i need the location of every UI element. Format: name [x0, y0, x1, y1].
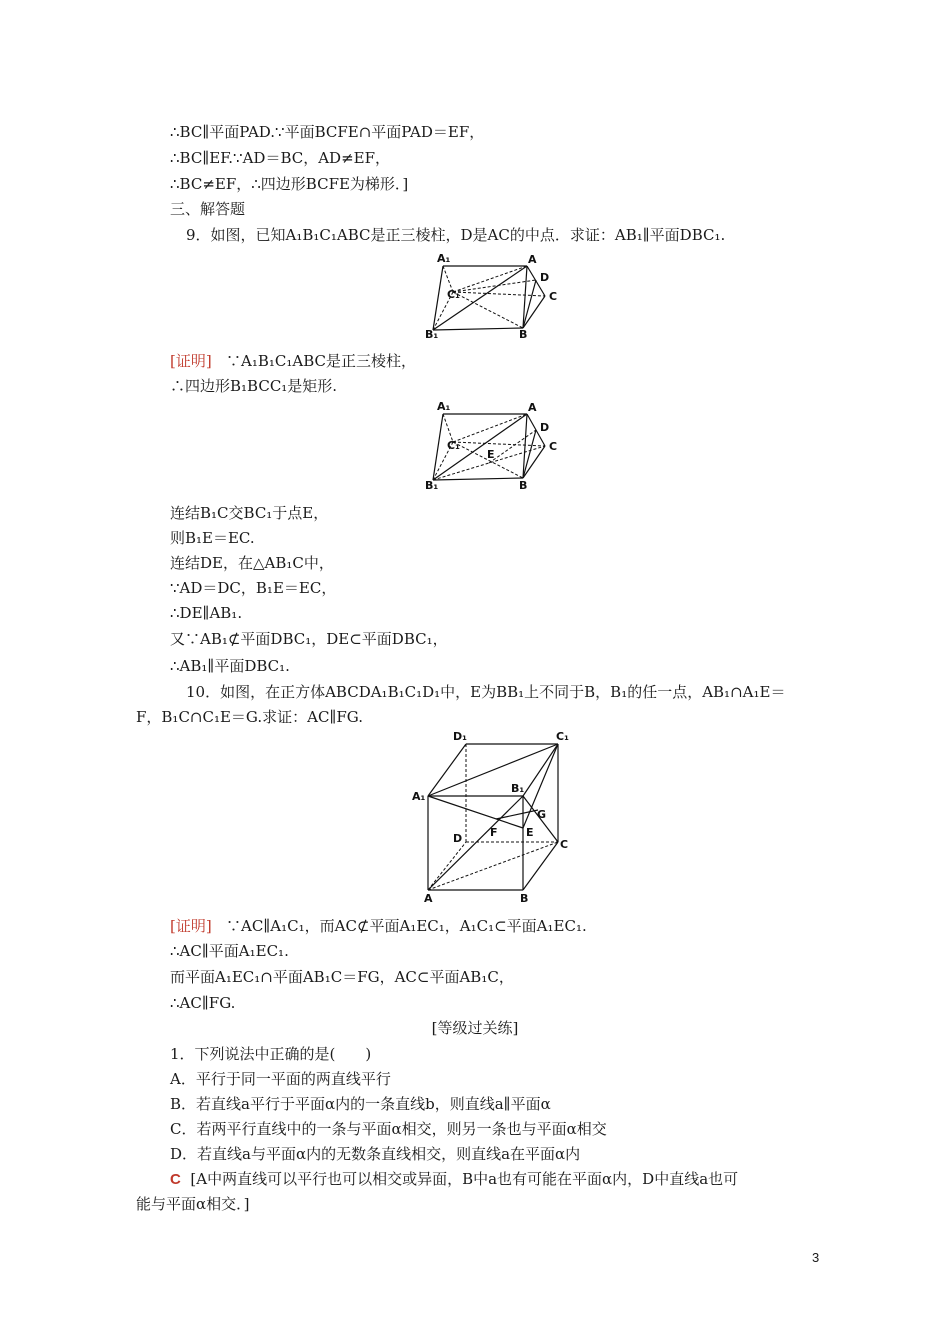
label-B: B	[520, 892, 529, 905]
label-E: E	[487, 448, 495, 461]
label-A: A	[528, 401, 537, 414]
label-B: B	[519, 328, 528, 341]
proof-tag: [证明]	[170, 352, 212, 370]
question-9: 9．如图，已知A₁B₁C₁ABC是正三棱柱，D是AC的中点．求证：AB₁∥平面DBC₁.	[186, 226, 726, 244]
label-E: E	[526, 826, 534, 839]
label-C1: C₁	[447, 288, 460, 301]
text-line: 则B₁E＝EC.	[170, 529, 255, 547]
label-C: C	[549, 440, 558, 453]
page-number: 3	[812, 1250, 820, 1265]
answer-line	[170, 1169, 738, 1190]
label-G: G	[537, 808, 547, 821]
proof-9-start	[170, 351, 416, 371]
label-D: D	[453, 832, 463, 845]
label-A1: A₁	[437, 400, 451, 413]
cube-figure	[410, 730, 580, 909]
label-B1: B₁	[511, 782, 525, 795]
prism-figure-1	[415, 252, 565, 346]
label-D1: D₁	[453, 730, 467, 743]
text-line: ∴AC∥FG.	[170, 994, 236, 1012]
text-line: 连结DE，在△AB₁C中，	[170, 554, 334, 572]
proof-tag: [证明]	[170, 917, 212, 935]
text-line: ∵AC∥A₁C₁，而AC⊄平面A₁EC₁，A₁C₁⊂平面A₁EC₁.	[226, 917, 587, 935]
label-B1: B₁	[425, 479, 439, 492]
text-line: ∴BC≠EF，∴四边形BCFE为梯形．]	[170, 175, 409, 193]
text-line: 而平面A₁EC₁∩平面AB₁C＝FG，AC⊂平面AB₁C，	[170, 968, 514, 986]
mc-option-c: C．若两平行直线中的一条与平面α相交，则另一条也与平面α相交	[170, 1120, 607, 1138]
question-10-cont: F，B₁C∩C₁E＝G.求证：AC∥FG.	[136, 708, 364, 726]
text-line: ∴DE∥AB₁.	[170, 604, 243, 622]
text-line: ∴四边形B₁BCC₁是矩形.	[170, 377, 338, 395]
label-C1: C₁	[447, 439, 460, 452]
text-line: ∴AB₁∥平面DBC₁.	[170, 657, 290, 675]
mc-option-d: D．若直线a与平面α内的无数条直线相交，则直线a在平面α内	[170, 1145, 581, 1163]
answer-text: [A中两直线可以平行也可以相交或异面，B中a也有可能在平面α内，D中直线a也可	[190, 1170, 739, 1188]
text-line: ∴BC∥EF.∵AD＝BC，AD≠EF，	[170, 149, 391, 167]
label-C: C	[560, 838, 569, 851]
level-header: [等级过关练]	[431, 1019, 519, 1037]
label-F: F	[490, 826, 498, 839]
text-line: 连结B₁C交BC₁于点E，	[170, 504, 329, 522]
label-A1: A₁	[412, 790, 426, 803]
question-10: 10．如图，在正方体ABCDA₁B₁C₁D₁中，E为BB₁上不同于B，B₁的任一点，AB₁∩A₁E＝	[186, 683, 786, 701]
text-line: 又∵AB₁⊄平面DBC₁，DE⊂平面DBC₁，	[170, 630, 448, 648]
proof-10-start	[170, 916, 587, 936]
label-B1: B₁	[425, 328, 439, 341]
label-D: D	[540, 271, 550, 284]
mc-question: 1．下列说法中正确的是( )	[170, 1045, 372, 1063]
mc-option-a: A．平行于同一平面的两直线平行	[170, 1070, 391, 1088]
text-line: ∴AC∥平面A₁EC₁.	[170, 942, 289, 960]
text-line: ∵AD＝DC，B₁E＝EC，	[170, 579, 337, 597]
label-C: C	[549, 290, 558, 303]
label-C1: C₁	[556, 730, 569, 743]
section-heading: 三、解答题	[170, 200, 246, 218]
label-A1: A₁	[437, 252, 451, 265]
label-D: D	[540, 421, 550, 434]
prism-figure-2	[415, 398, 565, 498]
text-line: ∴BC∥平面PAD.∵平面BCFE∩平面PAD＝EF，	[170, 123, 485, 141]
label-A: A	[528, 253, 537, 266]
label-B: B	[519, 479, 528, 492]
label-A: A	[424, 892, 433, 905]
mc-option-b: B．若直线a平行于平面α内的一条直线b，则直线a∥平面α	[170, 1095, 551, 1113]
answer-letter: C	[170, 1171, 181, 1188]
text-line: ∵A₁B₁C₁ABC是正三棱柱，	[226, 352, 417, 370]
answer-text-cont: 能与平面α相交．]	[136, 1195, 250, 1213]
